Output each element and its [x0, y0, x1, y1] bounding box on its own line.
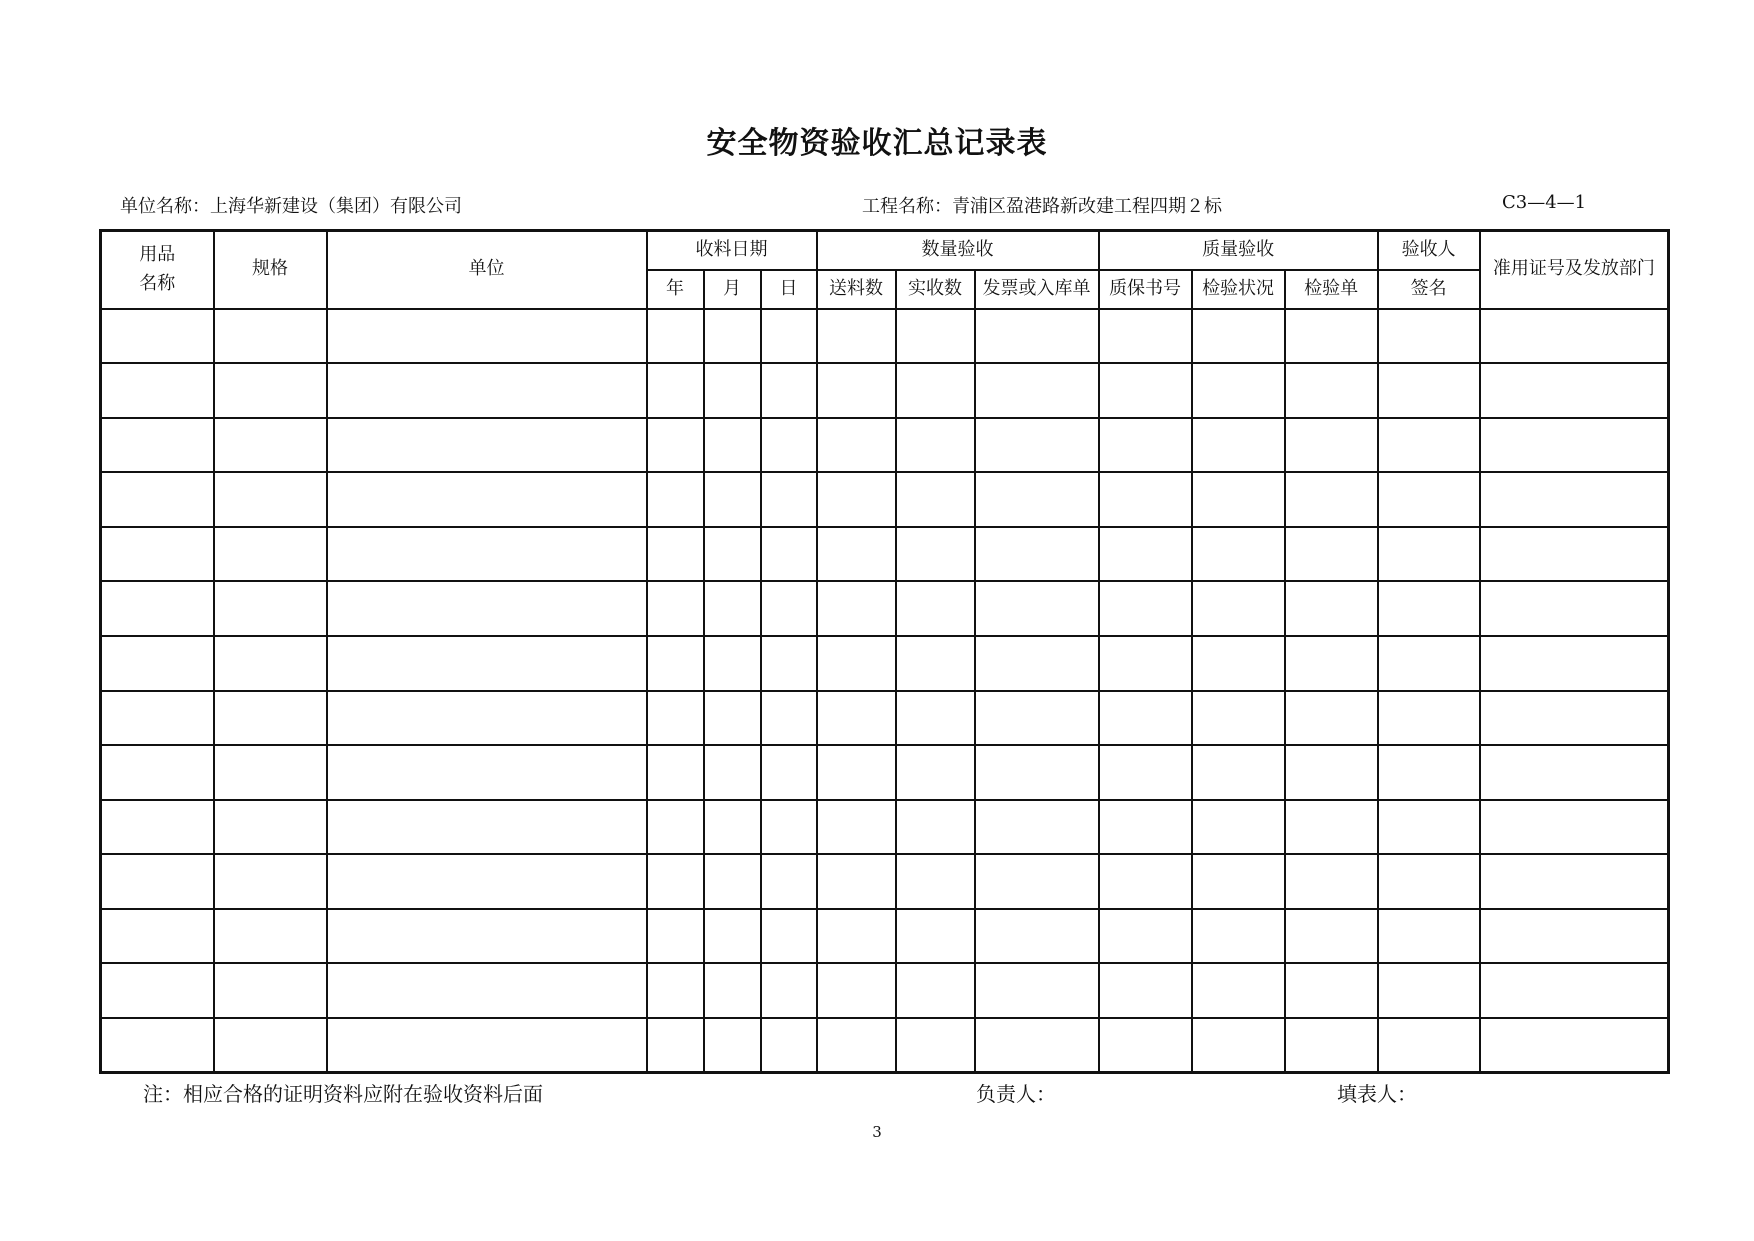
table-cell: [896, 581, 975, 636]
table-cell: [896, 800, 975, 855]
table-cell: [101, 527, 214, 582]
table-cell: [975, 745, 1099, 800]
table-cell: [704, 363, 761, 418]
table-cell: [327, 963, 647, 1018]
table-cell: [975, 418, 1099, 473]
table-cell: [975, 800, 1099, 855]
table-cell: [896, 472, 975, 527]
header-sent-qty: 送料数: [817, 270, 896, 309]
table-cell: [327, 309, 647, 364]
table-cell: [647, 636, 704, 691]
table-cell: [1099, 909, 1192, 964]
table-row: [101, 745, 1669, 800]
footer-note: 注：相应合格的证明资料应附在验收资料后面: [143, 1082, 543, 1106]
table-cell: [101, 309, 214, 364]
table-cell: [896, 963, 975, 1018]
table-cell: [327, 1018, 647, 1073]
project-name-field: 工程名称：青浦区盈港路新改建工程四期２标: [862, 196, 1222, 217]
table-cell: [1192, 1018, 1285, 1073]
table-cell: [647, 1018, 704, 1073]
table-cell: [1480, 527, 1669, 582]
table-cell: [647, 418, 704, 473]
table-cell: [761, 691, 817, 746]
table-cell: [761, 636, 817, 691]
table-cell: [817, 800, 896, 855]
table-cell: [214, 691, 327, 746]
table-row: [101, 636, 1669, 691]
table-cell: [1378, 309, 1480, 364]
table-cell: [101, 800, 214, 855]
table-cell: [1285, 854, 1378, 909]
table-row: [101, 472, 1669, 527]
table-cell: [896, 854, 975, 909]
table-cell: [101, 745, 214, 800]
table-cell: [327, 854, 647, 909]
form-code: C3—4—1: [1502, 192, 1587, 213]
table-cell: [1480, 418, 1669, 473]
table-cell: [1192, 418, 1285, 473]
table-cell: [896, 527, 975, 582]
header-signature: 签名: [1378, 270, 1480, 309]
header-quality-check: 质量验收: [1099, 231, 1378, 270]
table-cell: [214, 745, 327, 800]
table-cell: [214, 418, 327, 473]
header-inspection-status: 检验状况: [1192, 270, 1285, 309]
table-cell: [647, 963, 704, 1018]
table-cell: [101, 472, 214, 527]
table-cell: [327, 636, 647, 691]
table-cell: [1378, 581, 1480, 636]
table-cell: [1192, 691, 1285, 746]
table-cell: [1192, 581, 1285, 636]
table-cell: [214, 581, 327, 636]
table-cell: [975, 309, 1099, 364]
table-cell: [1285, 527, 1378, 582]
table-cell: [817, 909, 896, 964]
table-cell: [761, 363, 817, 418]
table-cell: [704, 636, 761, 691]
table-cell: [704, 309, 761, 364]
table-cell: [647, 472, 704, 527]
table-cell: [214, 472, 327, 527]
table-row: [101, 854, 1669, 909]
table-cell: [1378, 745, 1480, 800]
table-cell: [1480, 745, 1669, 800]
table-row: [101, 691, 1669, 746]
form-title: 安全物资验收汇总记录表: [706, 126, 1048, 161]
table-cell: [704, 745, 761, 800]
table-cell: [101, 636, 214, 691]
table-cell: [647, 527, 704, 582]
table-cell: [1480, 636, 1669, 691]
table-cell: [101, 363, 214, 418]
table-cell: [1099, 691, 1192, 746]
table-cell: [214, 854, 327, 909]
table-cell: [647, 854, 704, 909]
table-cell: [101, 963, 214, 1018]
table-cell: [1285, 472, 1378, 527]
table-cell: [1285, 800, 1378, 855]
table-cell: [761, 1018, 817, 1073]
table-cell: [975, 691, 1099, 746]
table-cell: [817, 527, 896, 582]
table-cell: [704, 909, 761, 964]
table-cell: [1099, 1018, 1192, 1073]
table-cell: [1480, 691, 1669, 746]
table-cell: [1378, 1018, 1480, 1073]
table-cell: [1480, 854, 1669, 909]
table-cell: [327, 418, 647, 473]
table-cell: [101, 1018, 214, 1073]
table-cell: [214, 909, 327, 964]
table-cell: [1285, 909, 1378, 964]
header-permit: 准用证号及发放部门: [1480, 231, 1669, 309]
table-cell: [1378, 636, 1480, 691]
table-cell: [1285, 636, 1378, 691]
table-cell: [761, 854, 817, 909]
header-day: 日: [761, 270, 817, 309]
header-item-name-line2: 名称: [139, 272, 176, 294]
table-row: [101, 800, 1669, 855]
table-cell: [817, 472, 896, 527]
table-cell: [761, 527, 817, 582]
table-cell: [1378, 963, 1480, 1018]
table-row: [101, 1018, 1669, 1073]
table-cell: [647, 581, 704, 636]
table-cell: [1378, 527, 1480, 582]
table-row: [101, 581, 1669, 636]
table-cell: [761, 909, 817, 964]
responsible-person-field: 负责人：: [976, 1082, 1056, 1106]
table-row: [101, 963, 1669, 1018]
table-cell: [817, 691, 896, 746]
table-cell: [1192, 527, 1285, 582]
table-cell: [1480, 472, 1669, 527]
table-cell: [1285, 418, 1378, 473]
table-cell: [1099, 363, 1192, 418]
table-cell: [896, 309, 975, 364]
table-cell: [647, 909, 704, 964]
table-cell: [1099, 800, 1192, 855]
table-cell: [1099, 963, 1192, 1018]
table-cell: [1480, 1018, 1669, 1073]
table-cell: [1480, 963, 1669, 1018]
table-cell: [817, 309, 896, 364]
table-cell: [761, 309, 817, 364]
filled-by-field: 填表人：: [1337, 1082, 1417, 1106]
table-cell: [817, 636, 896, 691]
table-cell: [214, 963, 327, 1018]
table-cell: [101, 909, 214, 964]
table-cell: [817, 963, 896, 1018]
table-cell: [1480, 363, 1669, 418]
table-cell: [647, 309, 704, 364]
table-cell: [327, 909, 647, 964]
table-cell: [704, 854, 761, 909]
table-cell: [1378, 909, 1480, 964]
table-cell: [704, 691, 761, 746]
table-cell: [896, 691, 975, 746]
table-cell: [896, 745, 975, 800]
table-cell: [214, 309, 327, 364]
header-item-name-line1: 用品: [139, 243, 176, 265]
table-cell: [896, 636, 975, 691]
table-row: [101, 909, 1669, 964]
table-cell: [1285, 691, 1378, 746]
table-cell: [1285, 581, 1378, 636]
table-cell: [817, 1018, 896, 1073]
table-cell: [1099, 472, 1192, 527]
header-year: 年: [647, 270, 704, 309]
table-cell: [817, 745, 896, 800]
table-cell: [975, 527, 1099, 582]
table-cell: [214, 363, 327, 418]
table-cell: [1192, 800, 1285, 855]
table-cell: [761, 800, 817, 855]
table-cell: [327, 363, 647, 418]
table-cell: [214, 527, 327, 582]
table-cell: [975, 854, 1099, 909]
header-inspection-sheet: 检验单: [1285, 270, 1378, 309]
table-cell: [817, 854, 896, 909]
table-cell: [647, 800, 704, 855]
table-cell: [704, 472, 761, 527]
table-cell: [327, 527, 647, 582]
table-cell: [1285, 309, 1378, 364]
table-cell: [975, 636, 1099, 691]
table-cell: [1480, 909, 1669, 964]
table-cell: [761, 472, 817, 527]
table-cell: [1192, 745, 1285, 800]
table-cell: [761, 963, 817, 1018]
table-cell: [704, 963, 761, 1018]
table-cell: [1378, 363, 1480, 418]
table-cell: [1285, 363, 1378, 418]
table-cell: [704, 527, 761, 582]
table-cell: [817, 418, 896, 473]
table-cell: [327, 800, 647, 855]
table-cell: [1480, 309, 1669, 364]
table-cell: [704, 1018, 761, 1073]
table-cell: [647, 745, 704, 800]
table-cell: [1192, 854, 1285, 909]
table-cell: [761, 745, 817, 800]
header-invoice: 发票或入库单: [975, 270, 1099, 309]
table-cell: [1378, 472, 1480, 527]
table-cell: [896, 363, 975, 418]
header-spec: 规格: [214, 231, 327, 309]
table-cell: [1192, 909, 1285, 964]
table-cell: [1192, 363, 1285, 418]
table-row: [101, 363, 1669, 418]
table-row: [101, 418, 1669, 473]
table-cell: [1378, 418, 1480, 473]
table-cell: [1192, 472, 1285, 527]
table-cell: [101, 854, 214, 909]
header-unit: 单位: [327, 231, 647, 309]
table-cell: [1099, 854, 1192, 909]
table-cell: [817, 363, 896, 418]
table-cell: [1192, 636, 1285, 691]
table-cell: [704, 418, 761, 473]
table-cell: [975, 909, 1099, 964]
page-number: 3: [872, 1123, 882, 1141]
table-cell: [1099, 636, 1192, 691]
header-month: 月: [704, 270, 761, 309]
table-cell: [1285, 745, 1378, 800]
table-cell: [101, 418, 214, 473]
header-item-name: [101, 231, 214, 309]
table-cell: [1285, 963, 1378, 1018]
acceptance-record-table: [99, 229, 1670, 1074]
table-cell: [1099, 309, 1192, 364]
table-cell: [647, 691, 704, 746]
table-cell: [101, 691, 214, 746]
table-cell: [975, 472, 1099, 527]
table-cell: [1099, 745, 1192, 800]
table-cell: [1480, 581, 1669, 636]
table-cell: [1378, 800, 1480, 855]
table-cell: [214, 800, 327, 855]
table-cell: [817, 581, 896, 636]
table-cell: [327, 691, 647, 746]
header-actual-qty: 实收数: [896, 270, 975, 309]
table-row: [101, 309, 1669, 364]
unit-name-field: 单位名称：上海华新建设（集团）有限公司: [120, 196, 462, 217]
table-cell: [704, 800, 761, 855]
table-header-row: [101, 231, 1669, 270]
table-cell: [975, 963, 1099, 1018]
table-cell: [761, 581, 817, 636]
table-cell: [214, 636, 327, 691]
table-cell: [101, 581, 214, 636]
table-cell: [1480, 800, 1669, 855]
table-cell: [975, 1018, 1099, 1073]
table-cell: [1378, 854, 1480, 909]
table-cell: [1378, 691, 1480, 746]
table-cell: [214, 1018, 327, 1073]
table-cell: [1192, 309, 1285, 364]
table-cell: [1285, 1018, 1378, 1073]
header-inspector: 验收人: [1378, 231, 1480, 270]
header-receive-date: 收料日期: [647, 231, 817, 270]
table-cell: [327, 472, 647, 527]
table-row: [101, 527, 1669, 582]
table-cell: [1099, 527, 1192, 582]
table-cell: [1099, 581, 1192, 636]
header-warranty-no: 质保书号: [1099, 270, 1192, 309]
table-cell: [896, 909, 975, 964]
table-cell: [704, 581, 761, 636]
table-cell: [1192, 963, 1285, 1018]
table-cell: [761, 418, 817, 473]
table-cell: [647, 363, 704, 418]
header-quantity-check: 数量验收: [817, 231, 1099, 270]
table-cell: [975, 581, 1099, 636]
table-cell: [896, 418, 975, 473]
table-cell: [975, 363, 1099, 418]
table-cell: [896, 1018, 975, 1073]
table-cell: [327, 581, 647, 636]
table-cell: [327, 745, 647, 800]
table-cell: [1099, 418, 1192, 473]
